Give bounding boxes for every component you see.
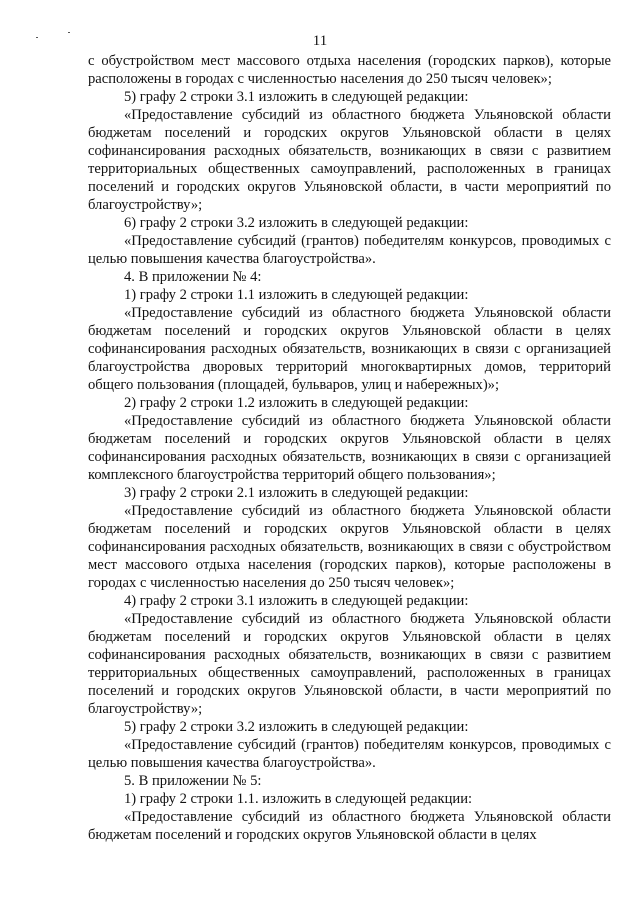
- paragraph: «Предоставление субсидий из областного бюджета Ульяновской области бюджетам поселений и городских округов Ульяновской области в целях софинансирования расходных обязательств, возникающих в связи с развитием территориальных общественных самоуправлений, расположенных в границах поселений и городских округов Ульяновской области, в части мероприятий по благоустройству»;: [88, 611, 611, 717]
- paragraph: «Предоставление субсидий (грантов) победителям конкурсов, проводимых с целью повышения качества благоустройства».: [88, 737, 611, 771]
- paragraph: с обустройством мест массового отдыха населения (городских парков), которые расположены в городах с численностью населения до 250 тысяч человек»;: [88, 53, 611, 87]
- document-body: [88, 52, 611, 844]
- paragraph: «Предоставление субсидий из областного бюджета Ульяновской области бюджетам поселений и городских округов Ульяновской области в целях: [88, 809, 611, 843]
- paragraph: «Предоставление субсидий из областного бюджета Ульяновской области бюджетам поселений и городских округов Ульяновской области в целях софинансирования расходных обязательств, возникающих в связи с обустройством мест массового отдыха населения (городских парков), которые расположены в городах с численностью населения до 250 тысяч человек»;: [88, 503, 611, 591]
- paragraph: 2) графу 2 строки 1.2 изложить в следующей редакции:: [124, 395, 469, 411]
- paragraph: 4) графу 2 строки 3.1 изложить в следующей редакции:: [124, 593, 469, 609]
- paragraph: 6) графу 2 строки 3.2 изложить в следующей редакции:: [124, 215, 469, 231]
- page-number: 11: [312, 33, 328, 49]
- paragraph: «Предоставление субсидий из областного бюджета Ульяновской области бюджетам поселений и городских округов Ульяновской области в целях софинансирования расходных обязательств, возникающих в связи с организацией благоустройства дворовых территорий многоквартирных домов, территорий общего пользования (площадей, бульваров, улиц и набережных)»;: [88, 305, 611, 393]
- paragraph: «Предоставление субсидий из областного бюджета Ульяновской области бюджетам поселений и городских округов Ульяновской области в целях софинансирования расходных обязательств, возникающих в связи с организацией комплексного благоустройства территорий общего пользования»;: [88, 413, 611, 483]
- paragraph: 1) графу 2 строки 1.1. изложить в следующей редакции:: [124, 791, 473, 807]
- paragraph: 5) графу 2 строки 3.1 изложить в следующей редакции:: [124, 89, 469, 105]
- paragraph: 3) графу 2 строки 2.1 изложить в следующей редакции:: [124, 485, 469, 501]
- paragraph: 5. В приложении № 5:: [124, 773, 262, 789]
- paragraph: 1) графу 2 строки 1.1 изложить в следующей редакции:: [124, 287, 469, 303]
- paragraph: 5) графу 2 строки 3.2 изложить в следующей редакции:: [124, 719, 469, 735]
- paragraph: «Предоставление субсидий (грантов) победителям конкурсов, проводимых с целью повышения качества благоустройства».: [88, 233, 611, 267]
- paragraph: «Предоставление субсидий из областного бюджета Ульяновской области бюджетам поселений и городских округов Ульяновской области в целях софинансирования расходных обязательств, возникающих в связи с развитием территориальных общественных самоуправлений, расположенных в границах поселений и городских округов Ульяновской области, в части мероприятий по благоустройству»;: [88, 107, 611, 213]
- paragraph: 4. В приложении № 4:: [124, 269, 262, 285]
